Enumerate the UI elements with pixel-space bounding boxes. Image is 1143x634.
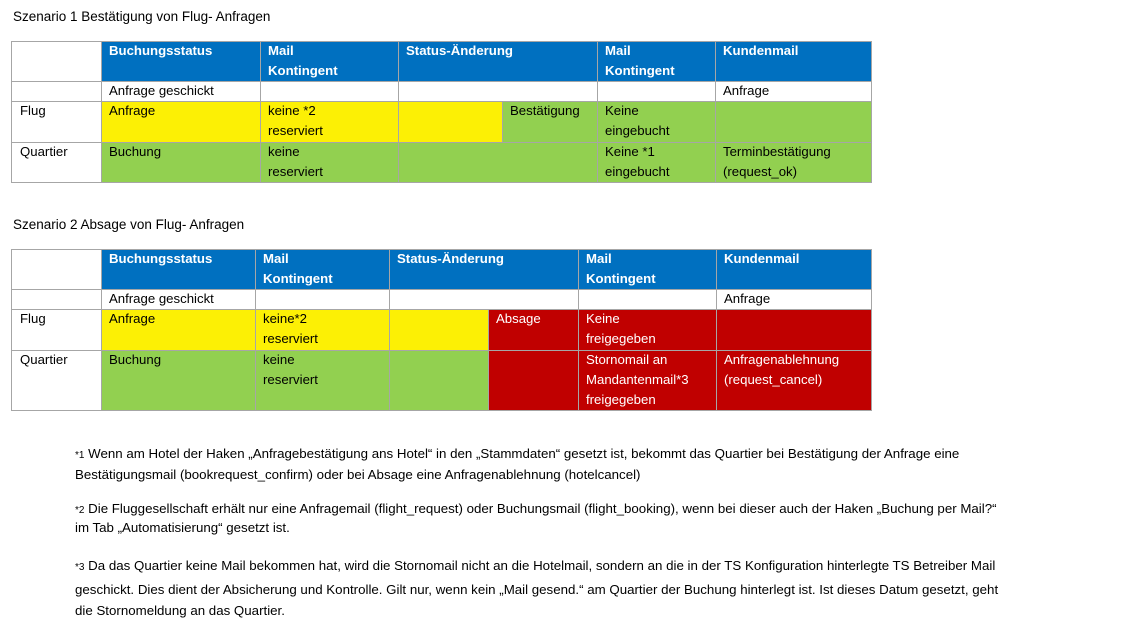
table-border (11, 182, 872, 183)
table-border (715, 41, 716, 183)
scenario-1-table (11, 41, 872, 182)
table-border (871, 41, 872, 183)
row-quartier-kundenmail: Anfragenablehnung (request_cancel) (716, 350, 872, 410)
footnote-3-line-2: geschickt. Dies dient der Absicherung und Kontrolle. Gilt nur, wenn kein „Mail gesend.“ am Quartier der Buchung hinterlegt ist. Ist dieses Datum gesetzt, geht (75, 582, 999, 597)
row-sent-buchungsstatus: Anfrage geschickt (101, 289, 255, 309)
table-border (871, 249, 872, 411)
row-sent-mail-kontingent (255, 289, 389, 309)
row-sent-status-aenderung (389, 289, 578, 309)
table-border (101, 249, 102, 411)
row-flug-buchungsstatus: Anfrage (101, 101, 260, 142)
header-mail-kontingent-2: Mail Kontingent (578, 249, 716, 289)
row-quartier-label: Quartier (11, 350, 101, 410)
table-border (11, 350, 872, 351)
row-flug-mail-kontingent-2: Keine eingebucht (597, 101, 715, 142)
row-flug-kundenmail (715, 101, 872, 142)
row-flug-buchungsstatus: Anfrage (101, 309, 255, 350)
table-border (11, 249, 872, 250)
table-border (578, 249, 579, 411)
row-sent-kundenmail: Anfrage (716, 289, 872, 309)
header-status-aenderung: Status-Änderung (389, 249, 578, 289)
footnote-2-line-1: *2 Die Fluggesellschaft erhält nur eine Anfragemail (flight_request) oder Buchungsmail (flight_booking), wenn bei dieser auch der Haken „Buchung per Mail?“ (75, 501, 997, 516)
row-sent-label (11, 81, 101, 101)
table-border (597, 41, 598, 183)
table-border (11, 309, 872, 310)
header-mail-kontingent: Mail Kontingent (260, 41, 398, 81)
table-border (11, 410, 872, 411)
table-border (11, 41, 12, 183)
row-quartier-buchungsstatus: Buchung (101, 142, 260, 182)
table-border (11, 81, 872, 82)
row-flug-label: Flug (11, 309, 101, 350)
table-border (255, 249, 256, 411)
row-sent-mail-kontingent-2 (578, 289, 716, 309)
row-flug-status-aenderung-right: Bestätigung (502, 101, 597, 142)
row-quartier-label: Quartier (11, 142, 101, 182)
table-border (502, 101, 503, 142)
header-buchungsstatus: Buchungsstatus (101, 249, 255, 289)
header-mail-kontingent-2: Mail Kontingent (597, 41, 715, 81)
row-flug-mail-kontingent-2: Keine freigegeben (578, 309, 716, 350)
table-border (11, 142, 872, 143)
row-flug-mail-kontingent: keine *2 reserviert (260, 101, 398, 142)
row-quartier-buchungsstatus: Buchung (101, 350, 255, 410)
table-border (389, 249, 390, 411)
row-quartier-kundenmail: Terminbestätigung (request_ok) (715, 142, 872, 182)
row-flug-status-aenderung-left (398, 101, 502, 142)
footnote-1-mark: *1 (75, 450, 85, 461)
scenario-2-table (11, 249, 872, 410)
row-quartier-status-aenderung-left (389, 350, 488, 410)
table-border (398, 41, 399, 183)
header-status-aenderung: Status-Änderung (398, 41, 597, 81)
header-blank (11, 249, 101, 289)
row-quartier-mail-kontingent-2: Stornomail an Mandantenmail*3 freigegeben (578, 350, 716, 410)
row-flug-status-aenderung-right: Absage (488, 309, 578, 350)
row-flug-mail-kontingent: keine*2 reserviert (255, 309, 389, 350)
table-border (488, 309, 489, 410)
scenario-1-title: Szenario 1 Bestätigung von Flug- Anfragen (13, 9, 271, 24)
table-border (260, 41, 261, 183)
table-border (11, 249, 12, 411)
row-quartier-status-aenderung (398, 142, 597, 182)
footnote-3-mark: *3 (75, 562, 85, 573)
header-mail-kontingent: Mail Kontingent (255, 249, 389, 289)
header-buchungsstatus: Buchungsstatus (101, 41, 260, 81)
table-border (11, 41, 872, 42)
table-border (11, 101, 872, 102)
header-kundenmail: Kundenmail (716, 249, 872, 289)
row-sent-buchungsstatus: Anfrage geschickt (101, 81, 260, 101)
row-quartier-status-aenderung-right (488, 350, 578, 410)
row-quartier-mail-kontingent: keine reserviert (260, 142, 398, 182)
scenario-2-title: Szenario 2 Absage von Flug- Anfragen (13, 217, 245, 232)
row-sent-mail-kontingent (260, 81, 398, 101)
footnote-1-line-2: Bestätigungsmail (bookrequest_confirm) oder bei Absage eine Anfragenablehnung (hotelcancel) (75, 467, 641, 482)
footnote-3-line-1: *3 Da das Quartier keine Mail bekommen hat, wird die Stornomail nicht an die Hotelmail, sondern an die in der TS Konfiguration hinterlegte TS Betreiber Mail (75, 558, 996, 573)
row-sent-kundenmail: Anfrage (715, 81, 872, 101)
row-quartier-mail-kontingent-2: Keine *1 eingebucht (597, 142, 715, 182)
header-kundenmail: Kundenmail (715, 41, 872, 81)
header-blank (11, 41, 101, 81)
row-flug-kundenmail (716, 309, 872, 350)
row-sent-mail-kontingent-2 (597, 81, 715, 101)
row-flug-label: Flug (11, 101, 101, 142)
footnote-2-line-2: im Tab „Automatisierung“ gesetzt ist. (75, 520, 290, 535)
table-border (101, 41, 102, 183)
footnote-3-line-3: die Stornomeldung an das Quartier. (75, 603, 285, 618)
table-border (716, 249, 717, 411)
footnote-2-mark: *2 (75, 505, 85, 516)
footnote-1-line-1: *1 Wenn am Hotel der Haken „Anfragebestätigung ans Hotel“ in den „Stammdaten“ gesetzt ist, bekommt das Quartier bei Bestätigung der Anfrage eine (75, 446, 960, 461)
row-flug-status-aenderung-left (389, 309, 488, 350)
row-sent-status-aenderung (398, 81, 597, 101)
row-sent-label (11, 289, 101, 309)
table-border (11, 289, 872, 290)
row-quartier-mail-kontingent: keine reserviert (255, 350, 389, 410)
